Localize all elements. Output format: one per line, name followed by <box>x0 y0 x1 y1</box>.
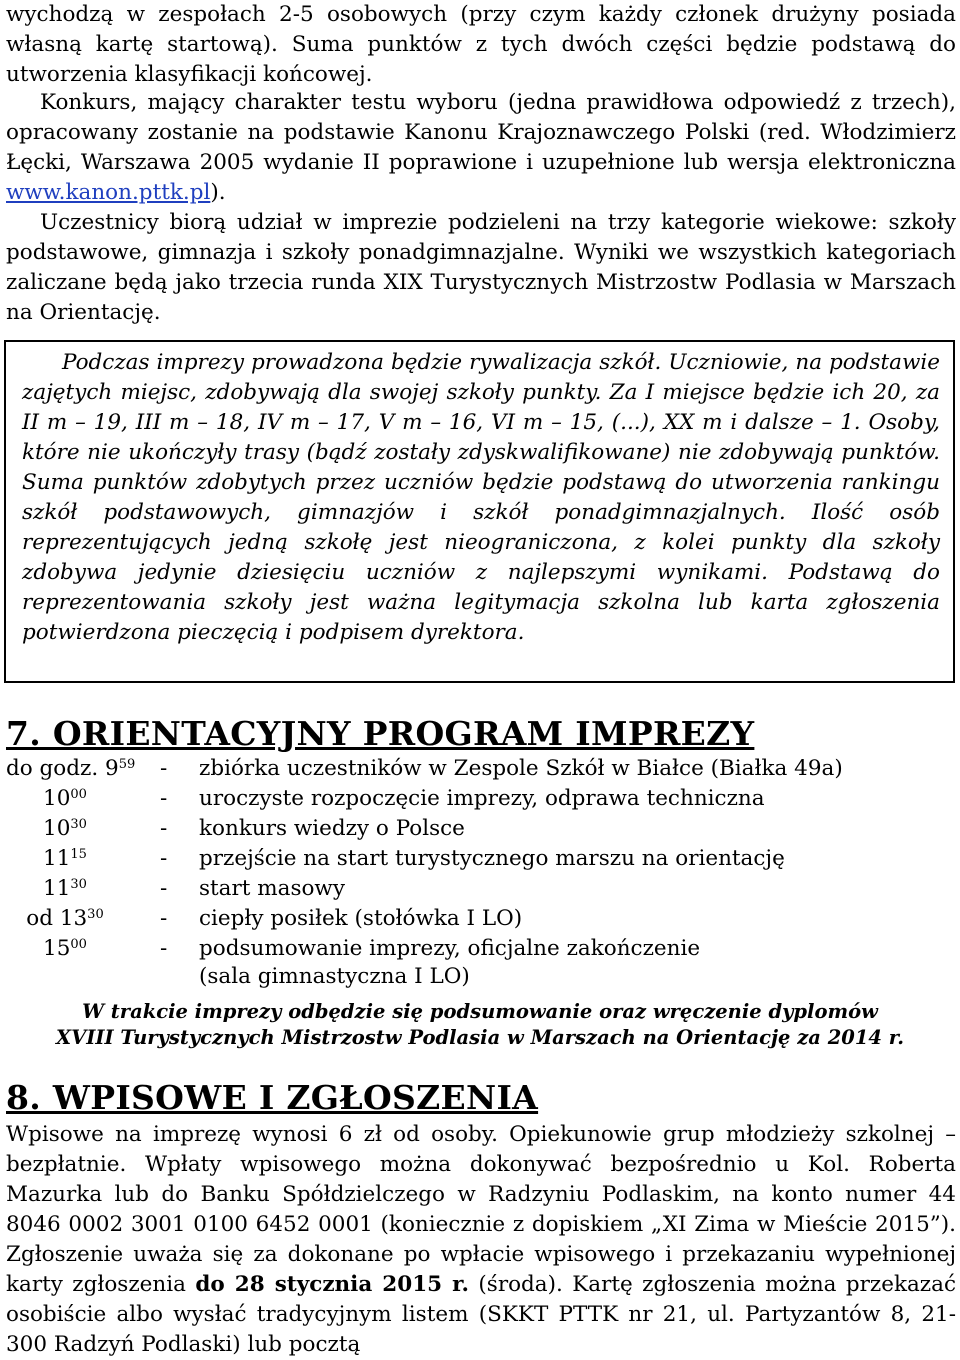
program-time: od $13^{30}$ <box>26 906 104 931</box>
program-time: $11^{30}$ <box>43 876 87 901</box>
program-row <box>0 934 960 964</box>
program-time: do godz. $9^{59}$ <box>6 756 136 781</box>
program-description: przejście na start turystycznego marszu na orientację <box>199 846 785 871</box>
fee-text-end: (środa). Kartę zgłoszenia można przekazać osobiście albo wysłać tradycyjnym listem (SKKT PTTK nr 21, ul. Partyzantów 8, 21-300 Radzyń Podlaski) lub pocztą <box>6 1272 956 1357</box>
program-dash: - <box>160 876 168 901</box>
program-description: ciepły posiłek (stołówka I LO) <box>199 906 523 931</box>
program-row <box>0 784 960 814</box>
program-dash: - <box>160 756 168 781</box>
section-8-heading: 8. WPISOWE I ZGŁOSZENIA <box>6 1078 539 1117</box>
deadline-text: do 28 stycznia 2015 r. <box>195 1272 470 1297</box>
contest-text-end: ). <box>210 180 226 205</box>
program-time: $10^{00}$ <box>43 786 87 811</box>
intro-paragraph-contest <box>6 88 956 208</box>
program-time: $11^{15}$ <box>43 846 87 871</box>
program-dash: - <box>160 906 168 931</box>
program-description-continuation: (sala gimnastyczna I LO) <box>199 964 470 989</box>
school-rivalry-text: Podczas imprezy prowadzona będzie rywalizacja szkół. Uczniowie, na podstawie zajętych miejsc, zdobywają dla swojej szkoły punkty. Za I miejsce będzie ich 20, za II m – 19, III m – 18, IV m – 17, V m – 16, VI m – 15, (...), XX m i dalsze – 1. Osoby, które nie ukończyły trasy (bądź zostały zdyskwalifikowane) nie zdobywają punktów. Suma punktów zdobytych przez uczniów będzie podstawą do utworzenia rankingu szkół podstawowych, gimnazjów i szkół ponadgimnazjalnych. Ilość osób reprezentujących jedną szkołę jest nieograniczona, z kolei punkty dla szkoły zdobywa jedynie dziesięciu uczniów z najlepszymi wynikami. Podstawą do reprezentowania szkoły jest ważna legitymacja szkolna lub karta zgłoszenia potwierdzona pieczęcią i podpisem dyrektora. <box>22 350 940 645</box>
summary-line-2: XVIII Turystycznych Mistrzostw Podlasia w Marszach na Orientację za 2014 r. <box>55 1026 905 1049</box>
contest-text: Konkurs, mający charakter testu wyboru (jedna prawidłowa odpowiedź z trzech), opracowany zostanie na podstawie Kanonu Krajoznawczego Polski (red. Włodzimierz Łęcki, Warszawa 2005 wydanie II poprawione i uzupełnione lub wersja elektroniczna <box>6 90 956 175</box>
intro-paragraph-teams: wychodzą w zespołach 2-5 osobowych (przy czym każdy członek drużyny posiada własną kartę startową). Suma punktów z tych dwóch części będzie podstawą do utworzenia klasyfikacji końcowej. <box>6 2 956 87</box>
program-description: podsumowanie imprezy, oficjalne zakończenie <box>199 936 701 961</box>
program-row <box>0 904 960 934</box>
summary-line-1: W trakcie imprezy odbędzie się podsumowanie oraz wręczenie dyplomów <box>82 1000 878 1023</box>
program-time: $10^{30}$ <box>43 816 87 841</box>
kanon-link[interactable]: www.kanon.pttk.pl <box>6 180 211 205</box>
program-description: uroczyste rozpoczęcie imprezy, odprawa techniczna <box>199 786 765 811</box>
program-row <box>0 754 960 784</box>
program-dash: - <box>160 846 168 871</box>
program-dash: - <box>160 786 168 811</box>
fee-paragraph <box>6 1120 956 1360</box>
program-dash: - <box>160 936 168 961</box>
program-row <box>0 874 960 904</box>
fee-text: Wpisowe na imprezę wynosi 6 zł od osoby. Opiekunowie grup młodzieży szkolnej – bezpłatnie. Wpłaty wpisowego można dokonywać bezpośrednio u Kol. Roberta Mazurka lub do Banku Spółdzielczego w Radzyniu Podlaskim, na konto numer 44 8046 0002 3001 0100 6452 0001 (koniecznie z dopiskiem „XI Zima w Mieście 2015”). Zgłoszenie uważa się za dokonane po wpłacie wpisowego i przekazaniu wypełnionej karty zgłoszenia <box>6 1122 956 1297</box>
program-description: zbiórka uczestników w Zespole Szkół w Białce (Białka 49a) <box>199 756 843 781</box>
program-row <box>0 814 960 844</box>
intro-paragraph-categories: Uczestnicy biorą udział w imprezie podzieleni na trzy kategorie wiekowe: szkoły podstawowe, gimnazja i szkoły ponadgimnazjalne. Wyniki we wszystkich kategoriach zaliczane będą jako trzecia runda XIX Turystycznych Mistrzostw Podlasia w Marszach na Orientację. <box>6 210 956 325</box>
program-row <box>0 844 960 874</box>
section-7-heading: 7. ORIENTACYJNY PROGRAM IMPREZY <box>6 714 755 753</box>
school-rivalry-box <box>4 340 955 683</box>
program-description: start masowy <box>199 876 345 901</box>
program-description: konkurs wiedzy o Polsce <box>199 816 465 841</box>
program-dash: - <box>160 816 168 841</box>
program-time: $15^{00}$ <box>43 936 87 961</box>
